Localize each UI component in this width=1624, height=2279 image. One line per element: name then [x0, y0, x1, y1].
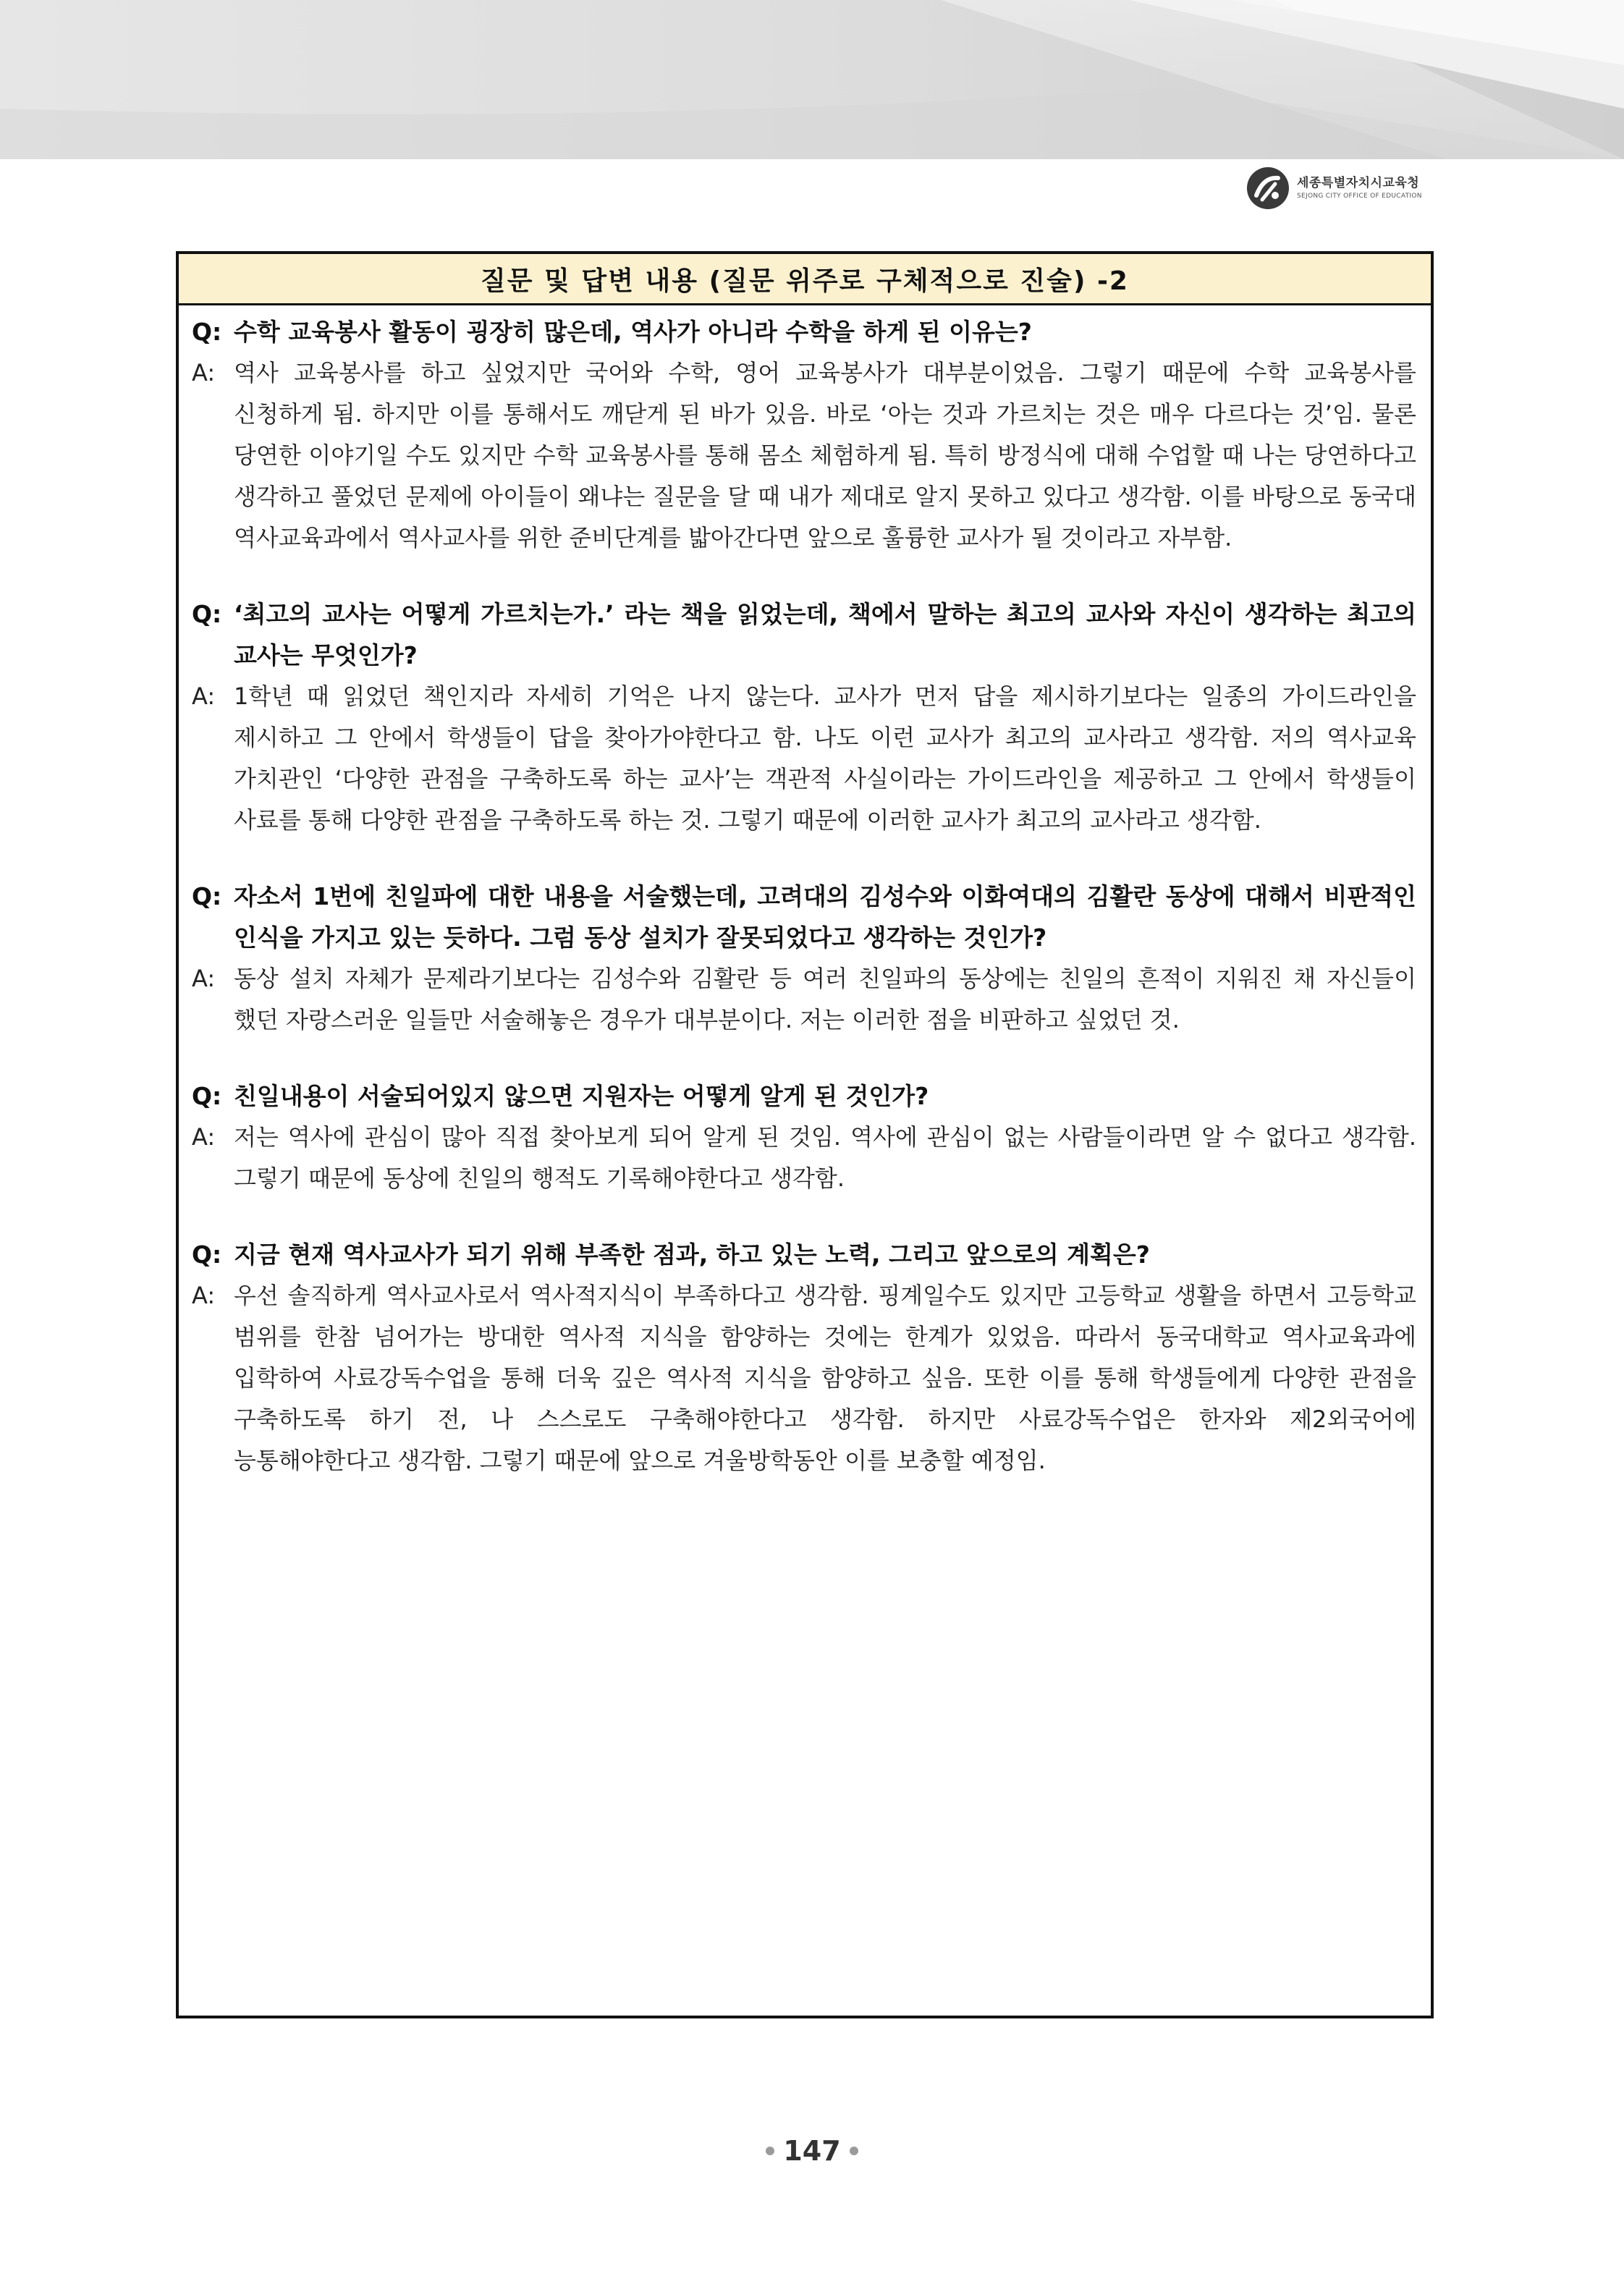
- question-label: Q:: [192, 882, 222, 910]
- answer-label: A:: [192, 359, 216, 386]
- answer-text: 동상 설치 자체가 문제라기보다는 김성수와 김활란 등 여러 친일파의 동상에는 친일의 흔적이 지워진 채 자신들이 했던 자랑스러운 일들만 서술해놓은 경우가 대부분이다. 저는 이러한 점을 비판하고 싶었던 것.: [234, 965, 1416, 1033]
- page-number: [0, 2135, 1624, 2167]
- question-text: 친일내용이 서술되어있지 않으면 지원자는 어떻게 알게 된 것인가?: [234, 1082, 929, 1110]
- qa-item: [192, 876, 1416, 1041]
- question-row: [192, 311, 1416, 352]
- question-label: Q:: [192, 1240, 222, 1269]
- page-number-text: 147: [783, 2135, 841, 2167]
- answer-text: 역사 교육봉사를 하고 싶었지만 국어와 수학, 영어 교육봉사가 대부분이었음. 그렇기 때문에 수학 교육봉사를 신청하게 됨. 하지만 이를 통해서도 깨닫게 된 바가 있음. 바로 ‘아는 것과 가르치는 것은 매우 다르다는 것’임. 물론 당연한 이야기일 수도 있지만 수학 교육봉사를 통해 몸소 체험하게 됨. 특히 방정식에 대해 수업할 때 나는 당연하다고 생각하고 풀었던 문제에 아이들이 왜냐는 질문을 달 때 내가 제대로 알지 못하고 있다고 생각함. 이를 바탕으로 동국대 역사교육과에서 역사교사를 위한 준비단계를 밟아간다면 앞으로 훌륭한 교사가 될 것이라고 자부함.: [234, 359, 1416, 551]
- answer-text: 저는 역사에 관심이 많아 직접 찾아보게 되어 알게 된 것임. 역사에 관심이 없는 사람들이라면 알 수 없다고 생각함. 그렇기 때문에 동상에 친일의 행적도 기록해야한다고 생각함.: [234, 1123, 1416, 1192]
- question-label: Q:: [192, 1082, 222, 1110]
- question-label: Q:: [192, 318, 222, 346]
- question-text: 자소서 1번에 친일파에 대한 내용을 서술했는데, 고려대의 김성수와 이화여대의 김활란 동상에 대해서 비판적인 인식을 가지고 있는 듯하다. 그럼 동상 설치가 잘못되었다고 생각하는 것인가?: [234, 882, 1416, 952]
- section-title: 질문 및 답변 내용 (질문 위주로 구체적으로 진술) -2: [179, 254, 1431, 305]
- question-text: ‘최고의 교사는 어떻게 가르치는가.’ 라는 책을 읽었는데, 책에서 말하는 최고의 교사와 자신이 생각하는 최고의 교사는 무엇인가?: [234, 600, 1416, 669]
- header-decoration: [0, 0, 1624, 159]
- question-row: [192, 1075, 1416, 1117]
- answer-label: A:: [192, 1282, 216, 1309]
- answer-text: 1학년 때 읽었던 책인지라 자세히 기억은 나지 않는다. 교사가 먼저 답을 제시하기보다는 일종의 가이드라인을 제시하고 그 안에서 학생들이 답을 찾아가야한다고 함. 나도 이런 교사가 최고의 교사라고 생각함. 저의 역사교육 가치관인 ‘다양한 관점을 구축하도록 하는 교사’는 객관적 사실이라는 가이드라인을 제공하고 그 안에서 학생들이 사료를 통해 다양한 관점을 구축하도록 하는 것. 그렇기 때문에 이러한 교사가 최고의 교사라고 생각함.: [234, 682, 1416, 834]
- logo: [1246, 166, 1422, 210]
- answer-label: A:: [192, 965, 216, 992]
- question-row: [192, 593, 1416, 676]
- answer-row: [192, 676, 1416, 841]
- qa-item: [192, 311, 1416, 559]
- answer-row: [192, 1275, 1416, 1481]
- question-text: 수학 교육봉사 활동이 굉장히 많은데, 역사가 아니라 수학을 하게 된 이유는?: [234, 318, 1032, 346]
- sejong-office-emblem-icon: [1246, 166, 1290, 210]
- answer-row: [192, 1117, 1416, 1199]
- logo-name-english: SEJONG CITY OFFICE OF EDUCATION: [1297, 193, 1422, 200]
- bullet-dot-icon: [766, 2147, 774, 2155]
- question-text: 지금 현재 역사교사가 되기 위해 부족한 점과, 하고 있는 노력, 그리고 앞으로의 계획은?: [234, 1240, 1150, 1269]
- answer-row: [192, 958, 1416, 1041]
- bullet-dot-icon: [850, 2147, 858, 2155]
- answer-row: [192, 352, 1416, 559]
- answer-label: A:: [192, 682, 216, 710]
- qa-item: [192, 1075, 1416, 1199]
- qa-body: [179, 305, 1431, 1481]
- question-label: Q:: [192, 600, 222, 628]
- logo-name-korean: 세종특별자치시교육청: [1297, 176, 1420, 190]
- qa-item: [192, 593, 1416, 841]
- answer-text: 우선 솔직하게 역사교사로서 역사적지식이 부족하다고 생각함. 핑계일수도 있지만 고등학교 생활을 하면서 고등학교 범위를 한참 넘어가는 방대한 역사적 지식을 함양하는 것에는 한계가 있었음. 따라서 동국대학교 역사교육과에 입학하여 사료강독수업을 통해 더욱 깊은 역사적 지식을 함양하고 싶음. 또한 이를 통해 학생들에게 다양한 관점을 구축하도록 하기 전, 나 스스로도 구축해야한다고 생각함. 하지만 사료강독수업은 한자와 제2외국어에 능통해야한다고 생각함. 그렇기 때문에 앞으로 겨울방학동안 이를 보충할 예정임.: [234, 1282, 1416, 1474]
- qa-item: [192, 1234, 1416, 1481]
- answer-label: A:: [192, 1123, 216, 1151]
- question-row: [192, 876, 1416, 958]
- question-row: [192, 1234, 1416, 1275]
- qa-table: [176, 251, 1434, 2018]
